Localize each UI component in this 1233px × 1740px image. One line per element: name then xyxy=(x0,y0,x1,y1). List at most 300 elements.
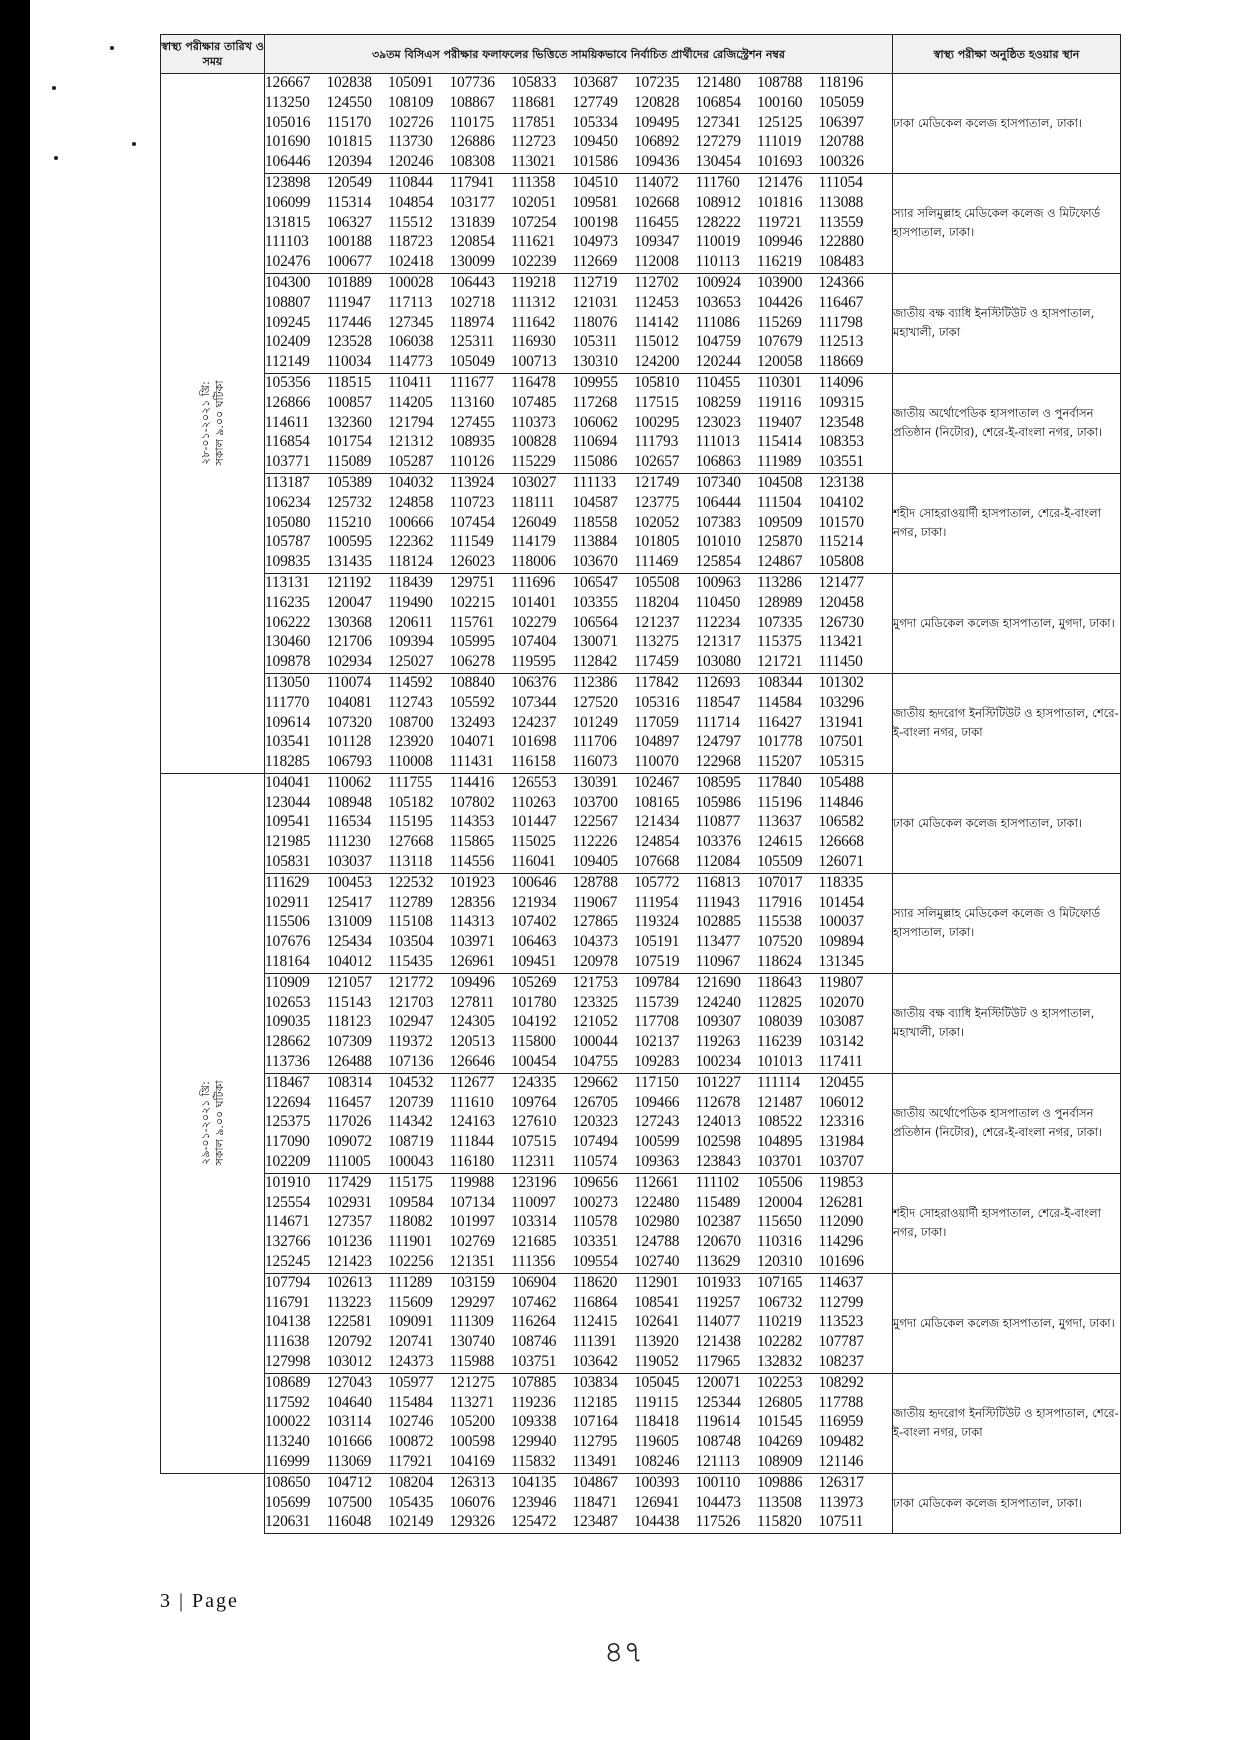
registration-number: 122581 xyxy=(326,1313,372,1331)
number-row xyxy=(265,994,892,1014)
registration-number: 113884 xyxy=(572,533,618,551)
registration-number: 126805 xyxy=(757,1393,803,1411)
registration-numbers-cell xyxy=(265,773,893,873)
registration-number: 112842 xyxy=(572,653,618,671)
registration-number: 123946 xyxy=(511,1493,557,1511)
registration-number: 101013 xyxy=(757,1053,803,1071)
registration-number: 107136 xyxy=(388,1053,434,1071)
registration-number: 111103 xyxy=(265,233,309,251)
registration-number: 119372 xyxy=(388,1033,433,1051)
registration-number: 107885 xyxy=(511,1373,557,1391)
registration-number: 109347 xyxy=(634,233,680,251)
registration-number: 113271 xyxy=(449,1393,495,1411)
registration-number: 120741 xyxy=(388,1333,434,1351)
registration-number: 128356 xyxy=(449,893,495,911)
registration-number: 113629 xyxy=(695,1253,741,1271)
venue-group-row xyxy=(161,1373,1121,1473)
registration-number: 127357 xyxy=(326,1213,372,1231)
number-row xyxy=(265,433,892,453)
registration-number: 110219 xyxy=(757,1313,802,1331)
registration-number: 100595 xyxy=(326,533,372,551)
registration-number: 103707 xyxy=(818,1153,864,1171)
registration-number: 114592 xyxy=(388,673,433,691)
number-row xyxy=(265,353,892,373)
registration-number: 100295 xyxy=(634,413,680,431)
number-row xyxy=(265,1433,892,1453)
registration-number: 100666 xyxy=(388,513,434,531)
registration-number: 103114 xyxy=(326,1413,372,1431)
registration-number: 111943 xyxy=(695,893,740,911)
number-row xyxy=(265,494,892,514)
registration-number: 117090 xyxy=(265,1133,310,1151)
registration-number: 124163 xyxy=(449,1113,495,1131)
registration-number: 125245 xyxy=(265,1253,311,1271)
registration-number: 103177 xyxy=(449,193,495,211)
registration-number: 101666 xyxy=(326,1433,372,1451)
registration-number: 122968 xyxy=(695,753,741,771)
empty-date-cell xyxy=(161,1473,265,1533)
registration-number: 126667 xyxy=(265,74,311,91)
registration-number: 113421 xyxy=(818,633,864,651)
registration-number: 110455 xyxy=(695,373,741,391)
registration-number: 109946 xyxy=(757,233,803,251)
registration-number: 105356 xyxy=(265,373,311,391)
registration-number: 118558 xyxy=(572,513,618,531)
registration-number: 121275 xyxy=(449,1373,495,1391)
registration-number: 101128 xyxy=(326,733,372,751)
registration-number: 124013 xyxy=(695,1113,741,1131)
registration-number: 100044 xyxy=(572,1033,618,1051)
registration-number: 107340 xyxy=(695,473,741,491)
registration-number: 112678 xyxy=(695,1093,741,1111)
registration-number: 104071 xyxy=(449,733,495,751)
registration-numbers-cell xyxy=(265,1073,893,1173)
registration-number: 107794 xyxy=(265,1273,311,1291)
registration-number: 103142 xyxy=(818,1033,864,1051)
registration-number: 119407 xyxy=(757,413,802,431)
registration-number: 122532 xyxy=(388,873,434,891)
registration-number: 120854 xyxy=(449,233,495,251)
registration-number: 104032 xyxy=(388,473,434,491)
registration-number: 102838 xyxy=(326,74,372,91)
registration-number: 121237 xyxy=(634,613,680,631)
number-row xyxy=(265,1394,892,1414)
number-row xyxy=(265,74,892,94)
registration-number: 109541 xyxy=(265,813,311,831)
registration-number: 108719 xyxy=(388,1133,434,1151)
registration-number: 125870 xyxy=(757,533,803,551)
registration-number: 111677 xyxy=(449,373,494,391)
registration-number: 108344 xyxy=(757,673,803,691)
registration-number: 107235 xyxy=(634,74,680,91)
registration-number: 117026 xyxy=(326,1113,372,1131)
registration-number: 101778 xyxy=(757,733,803,751)
registration-number: 112386 xyxy=(572,673,618,691)
registration-number: 113187 xyxy=(265,473,310,491)
registration-number: 114556 xyxy=(449,853,495,871)
registration-number: 109496 xyxy=(449,973,495,991)
registration-number: 116534 xyxy=(326,813,372,831)
registration-number: 126488 xyxy=(326,1053,372,1071)
registration-number: 108204 xyxy=(388,1473,434,1491)
registration-number: 125472 xyxy=(511,1513,557,1531)
number-row xyxy=(265,1353,892,1373)
registration-number: 127520 xyxy=(572,693,618,711)
registration-number: 127610 xyxy=(511,1113,557,1131)
registration-number: 125854 xyxy=(695,553,741,571)
registration-number: 110967 xyxy=(695,953,741,971)
registration-number: 123196 xyxy=(511,1173,557,1191)
registration-number: 120455 xyxy=(818,1073,864,1091)
registration-number: 102239 xyxy=(511,253,557,271)
registration-number: 119115 xyxy=(634,1393,679,1411)
registration-numbers-cell xyxy=(265,373,893,473)
registration-number: 120739 xyxy=(388,1093,434,1111)
registration-number: 110113 xyxy=(695,253,740,271)
registration-number: 116073 xyxy=(572,753,618,771)
registration-number: 112669 xyxy=(572,253,618,271)
registration-number: 120549 xyxy=(326,173,372,191)
registration-number: 108912 xyxy=(695,193,741,211)
registration-number: 115195 xyxy=(388,813,433,831)
number-row xyxy=(265,1513,892,1533)
registration-number: 106234 xyxy=(265,493,311,511)
registration-number: 108522 xyxy=(757,1113,803,1131)
registration-number: 102657 xyxy=(634,453,680,471)
registration-number: 111989 xyxy=(757,453,802,471)
registration-number: 113637 xyxy=(757,813,802,831)
registration-number: 132360 xyxy=(326,413,372,431)
venue-cell: মুগদা মেডিকেল কলেজ হাসপাতাল, মুগদা, ঢাকা। xyxy=(893,573,1121,673)
registration-number: 102409 xyxy=(265,333,311,351)
registration-number: 116264 xyxy=(511,1313,556,1331)
registration-number: 113050 xyxy=(265,673,310,691)
number-row xyxy=(265,933,892,953)
registration-number: 107134 xyxy=(449,1193,495,1211)
registration-number: 111358 xyxy=(511,173,556,191)
registration-number: 118643 xyxy=(757,973,802,991)
registration-number: 129326 xyxy=(449,1513,495,1531)
registration-number: 113924 xyxy=(449,473,495,491)
registration-number: 118006 xyxy=(511,553,556,571)
registration-number: 102746 xyxy=(388,1413,434,1431)
registration-number: 111309 xyxy=(449,1313,494,1331)
registration-number: 107404 xyxy=(511,633,557,651)
number-row xyxy=(265,874,892,894)
registration-number: 108259 xyxy=(695,393,741,411)
registration-number: 101401 xyxy=(511,593,557,611)
registration-numbers-cell xyxy=(265,573,893,673)
registration-number: 116235 xyxy=(265,593,310,611)
registration-number: 107736 xyxy=(449,74,495,91)
registration-number: 111621 xyxy=(511,233,556,251)
registration-number: 100028 xyxy=(388,273,434,291)
registration-number: 120788 xyxy=(818,133,864,151)
registration-number: 108595 xyxy=(695,773,741,791)
registration-number: 102885 xyxy=(695,913,741,931)
page-number: 3 xyxy=(160,1590,172,1612)
registration-number: 110301 xyxy=(757,373,802,391)
registration-number: 111793 xyxy=(634,433,679,451)
registration-number: 105191 xyxy=(634,933,680,951)
registration-number: 100677 xyxy=(326,253,372,271)
registration-number: 111755 xyxy=(388,773,433,791)
registration-number: 102947 xyxy=(388,1013,434,1031)
registration-number: 123548 xyxy=(818,413,864,431)
registration-number: 107017 xyxy=(757,873,803,891)
registration-number: 103037 xyxy=(326,853,372,871)
registration-number: 127865 xyxy=(572,913,618,931)
registration-number: 101227 xyxy=(695,1073,741,1091)
registration-number: 108314 xyxy=(326,1073,372,1091)
registration-number: 108748 xyxy=(695,1433,741,1451)
registration-number: 111133 xyxy=(572,473,617,491)
number-row xyxy=(265,1494,892,1514)
registration-number: 109509 xyxy=(757,513,803,531)
number-row xyxy=(265,1374,892,1394)
registration-number: 131941 xyxy=(818,713,864,731)
registration-number: 105488 xyxy=(818,773,864,791)
registration-number: 100963 xyxy=(695,573,741,591)
registration-number: 106863 xyxy=(695,453,741,471)
registration-number: 105509 xyxy=(757,853,803,871)
page-word: Page xyxy=(192,1590,239,1612)
registration-number: 121480 xyxy=(695,74,741,91)
registration-number: 121438 xyxy=(695,1333,741,1351)
registration-number: 111114 xyxy=(757,1073,800,1091)
registration-number: 114296 xyxy=(818,1233,864,1251)
registration-number: 102387 xyxy=(695,1213,741,1231)
registration-number: 105182 xyxy=(388,793,434,811)
registration-number: 116048 xyxy=(326,1513,372,1531)
registration-number: 115214 xyxy=(818,533,864,551)
registration-number: 109450 xyxy=(572,133,618,151)
registration-number: 101249 xyxy=(572,713,618,731)
registration-number: 123775 xyxy=(634,493,680,511)
registration-number: 111013 xyxy=(695,433,740,451)
registration-number: 121351 xyxy=(449,1253,495,1271)
registration-number: 105986 xyxy=(695,793,741,811)
table-header-row xyxy=(161,35,1121,74)
number-row xyxy=(265,574,892,594)
registration-number: 115761 xyxy=(449,613,495,631)
registration-number: 104755 xyxy=(572,1053,618,1071)
registration-number: 108700 xyxy=(388,713,434,731)
number-row xyxy=(265,1333,892,1353)
number-row xyxy=(265,653,892,673)
registration-number: 100872 xyxy=(388,1433,434,1451)
venue-group-row xyxy=(161,1173,1121,1273)
registration-number: 112693 xyxy=(695,673,741,691)
registration-number: 119218 xyxy=(511,273,556,291)
registration-number: 113021 xyxy=(511,153,556,171)
registration-number: 127998 xyxy=(265,1353,311,1370)
registration-number: 105508 xyxy=(634,573,680,591)
registration-number: 117788 xyxy=(818,1393,864,1411)
registration-number: 102613 xyxy=(326,1273,372,1291)
registration-number: 106062 xyxy=(572,413,618,431)
registration-number: 104373 xyxy=(572,933,618,951)
registration-numbers-cell xyxy=(265,173,893,273)
registration-number: 101815 xyxy=(326,133,372,151)
registration-number: 118082 xyxy=(388,1213,433,1231)
registration-number: 115650 xyxy=(757,1213,802,1231)
registration-number: 120310 xyxy=(757,1253,803,1271)
registration-numbers-cell xyxy=(265,673,893,773)
registration-number: 126023 xyxy=(449,553,495,571)
registration-number: 123325 xyxy=(572,993,618,1011)
registration-number: 125732 xyxy=(326,493,372,511)
registration-number: 117459 xyxy=(634,653,679,671)
registration-number: 102653 xyxy=(265,993,311,1011)
registration-number: 104532 xyxy=(388,1073,434,1091)
registration-number: 103687 xyxy=(572,74,618,91)
registration-number: 101780 xyxy=(511,993,557,1011)
registration-number: 109338 xyxy=(511,1413,557,1431)
registration-number: 119988 xyxy=(449,1173,495,1191)
number-row xyxy=(265,1294,892,1314)
registration-number: 115012 xyxy=(634,333,679,351)
registration-number: 101545 xyxy=(757,1413,803,1431)
registration-number: 114773 xyxy=(388,353,433,371)
registration-number: 121487 xyxy=(757,1093,803,1111)
registration-number: 109072 xyxy=(326,1133,372,1151)
registration-number: 127043 xyxy=(326,1373,372,1391)
number-row xyxy=(265,414,892,434)
registration-number: 105787 xyxy=(265,533,311,551)
registration-number: 115025 xyxy=(511,833,556,851)
registration-number: 108867 xyxy=(449,93,495,111)
venue-cell: স্যার সলিমুল্লাহ মেডিকেল কলেজ ও মিটফোর্ড হাসপাতাল, ঢাকা। xyxy=(893,873,1121,973)
registration-number: 111504 xyxy=(757,493,802,511)
registration-number: 105389 xyxy=(326,473,372,491)
registration-number: 115538 xyxy=(757,913,802,931)
registration-number: 107515 xyxy=(511,1133,557,1151)
registration-number: 105287 xyxy=(388,453,434,471)
number-row xyxy=(265,1413,892,1433)
registration-number: 112149 xyxy=(265,353,310,371)
registration-number: 103159 xyxy=(449,1273,495,1291)
registration-number: 111019 xyxy=(757,133,802,151)
venue-cell: মুগদা মেডিকেল কলেজ হাসপাতাল, মুগদা, ঢাকা। xyxy=(893,1273,1121,1373)
number-row xyxy=(265,1013,892,1033)
registration-number: 112825 xyxy=(757,993,802,1011)
registration-number: 120246 xyxy=(388,153,434,171)
registration-number: 107462 xyxy=(511,1293,557,1311)
registration-sheet xyxy=(160,34,1120,1534)
registration-number: 117840 xyxy=(757,773,802,791)
registration-number: 106732 xyxy=(757,1293,803,1311)
registration-number: 100393 xyxy=(634,1473,680,1491)
registration-numbers-cell xyxy=(265,273,893,373)
registration-number: 122567 xyxy=(572,813,618,831)
registration-number: 120513 xyxy=(449,1033,495,1051)
number-row xyxy=(265,133,892,153)
registration-number: 105316 xyxy=(634,693,680,711)
exam-date: ২৯-০১-২০২১ খ্রি: xyxy=(198,1081,212,1166)
registration-number: 111901 xyxy=(388,1233,433,1251)
registration-number: 114671 xyxy=(265,1213,310,1231)
registration-number: 108292 xyxy=(818,1373,864,1391)
venue-group-row xyxy=(161,173,1121,273)
registration-number: 111629 xyxy=(265,873,310,891)
number-row xyxy=(265,153,892,173)
registration-number: 112008 xyxy=(634,253,679,271)
registration-number: 111549 xyxy=(449,533,494,551)
number-row xyxy=(265,274,892,294)
registration-number: 113973 xyxy=(818,1493,864,1511)
registration-number: 103701 xyxy=(757,1153,803,1171)
registration-number: 115143 xyxy=(326,993,372,1011)
registration-number: 111642 xyxy=(511,313,556,331)
registration-number: 107485 xyxy=(511,393,557,411)
registration-number: 106547 xyxy=(572,573,618,591)
registration-number: 126705 xyxy=(572,1093,618,1111)
registration-number: 102598 xyxy=(695,1133,741,1151)
registration-number: 101454 xyxy=(818,893,864,911)
registration-number: 105200 xyxy=(449,1413,495,1431)
number-row xyxy=(265,194,892,214)
scan-edge xyxy=(0,0,30,1740)
registration-number: 123898 xyxy=(265,173,311,191)
registration-number: 117842 xyxy=(634,673,679,691)
registration-number: 111312 xyxy=(511,293,556,311)
registration-number: 132493 xyxy=(449,713,495,731)
registration-number: 111760 xyxy=(695,173,740,191)
registration-number: 109394 xyxy=(388,633,434,651)
registration-number: 111770 xyxy=(265,693,310,711)
registration-number: 127455 xyxy=(449,413,495,431)
registration-number: 113920 xyxy=(634,1333,679,1351)
registration-number: 119067 xyxy=(572,893,618,911)
exam-time: সকাল ৯.০০ ঘটিকা xyxy=(212,380,226,466)
registration-number: 108948 xyxy=(326,793,372,811)
registration-number: 101933 xyxy=(695,1273,741,1291)
registration-number: 103296 xyxy=(818,693,864,711)
registration-number: 101570 xyxy=(818,513,864,531)
registration-number: 119595 xyxy=(511,653,556,671)
registration-number: 126646 xyxy=(449,1053,495,1071)
registration-number: 107679 xyxy=(757,333,803,351)
registration-number: 120828 xyxy=(634,93,680,111)
registration-number: 107164 xyxy=(572,1413,618,1431)
scan-speck xyxy=(132,142,136,146)
number-row xyxy=(265,974,892,994)
registration-number: 105772 xyxy=(634,873,680,891)
registration-number: 130368 xyxy=(326,613,372,631)
registration-number: 118076 xyxy=(572,313,618,331)
registration-number: 115800 xyxy=(511,1033,556,1051)
registration-number: 116813 xyxy=(695,873,741,891)
registration-number: 108689 xyxy=(265,1373,311,1391)
registration-number: 102911 xyxy=(265,893,310,911)
registration-number: 123487 xyxy=(572,1513,618,1531)
registration-number: 124797 xyxy=(695,733,741,751)
registration-number: 105592 xyxy=(449,693,495,711)
registration-number: 116180 xyxy=(449,1153,495,1171)
registration-number: 132766 xyxy=(265,1233,311,1251)
registration-number: 103834 xyxy=(572,1373,618,1391)
registration-number: 123843 xyxy=(695,1153,741,1171)
number-row xyxy=(265,1094,892,1114)
header-date-time: স্বাস্থ্য পরীক্ষার তারিখ ও সময় xyxy=(161,35,265,74)
registration-number: 126281 xyxy=(818,1193,864,1211)
registration-number: 110070 xyxy=(634,753,679,771)
number-row xyxy=(265,694,892,714)
registration-number: 110008 xyxy=(388,753,433,771)
registration-number: 106892 xyxy=(634,133,680,151)
registration-number: 107344 xyxy=(511,693,557,711)
